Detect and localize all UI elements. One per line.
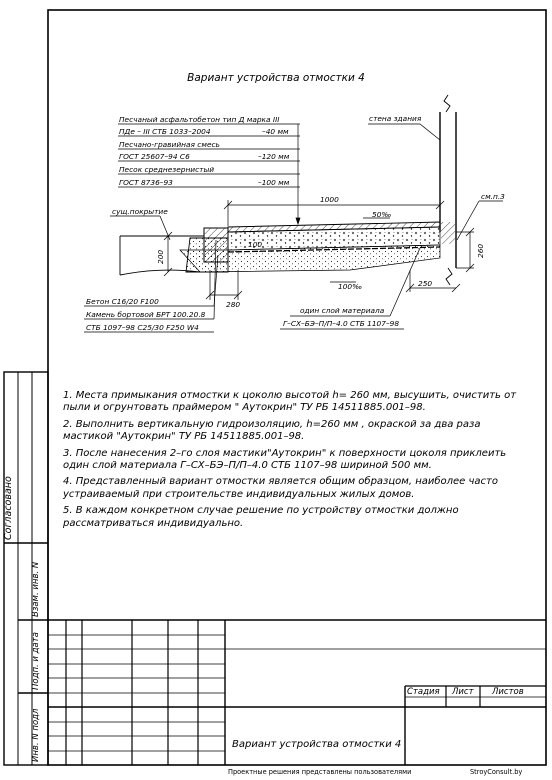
note-2: 2. Выполнить вертикальную гидроизоляцию, h=260 мм , окраской за два раза мастикой "Аутокрин" ТУ РБ 14511885.001–98.: [63, 418, 481, 443]
dim-250: 250: [418, 279, 433, 288]
slope-50-label: 50‰: [372, 210, 392, 219]
cover-label: сущ.покрытие: [112, 207, 168, 216]
layer-asphalt-label: Песчаный асфальтобетон тип Д марка III: [119, 115, 280, 124]
drawing-title: Вариант устройства отмостки 4: [187, 72, 365, 84]
dim-100: 100: [248, 240, 263, 249]
stamp-sign-date: Подп. и дата: [31, 632, 41, 690]
wall-label: стена здания: [369, 114, 422, 123]
dim-height: 260: [476, 243, 485, 258]
layer-sand-label: Песок среднезернистый: [119, 165, 215, 174]
curb-standard: СТБ 1097–98 С25/30 F250 W4: [86, 323, 199, 332]
slope-100-label: 100‰: [338, 282, 363, 291]
layer-gravel-standard: ГОСТ 25607–94 С6: [119, 152, 190, 161]
footer-note: Проектные решения представлены пользователями: [228, 768, 412, 776]
note-4: 4. Представленный вариант отмостки является общим образцом, наиболее часто устраиваемый при строительстве индивидуальных жилых домов.: [63, 476, 498, 500]
footer-site: StroyConsult.by: [470, 768, 523, 776]
membrane-standard: Г–СХ–БЭ–П/П–4.0 СТБ 1107–98: [283, 319, 400, 328]
layer-gravel-thickness: –120 мм: [258, 152, 290, 161]
building-wall: [440, 95, 456, 285]
dim-width: 1000: [320, 195, 339, 204]
concrete-label: Бетон С16/20 F100: [86, 297, 159, 306]
note-3: 3. После нанесения 2–го слоя мастики"Аутокрин" к поверхности цоколя приклеить один слой материала Г–СХ–БЭ–П/П–4.0 СТБ 1107–98 шириной 500 мм.: [63, 447, 507, 472]
stamp-inv-podl: Инв. N подл: [31, 708, 41, 762]
stamp-inv-vzam: Взам. инв. N: [31, 561, 41, 617]
note-1: 1. Места примыкания отмостки к цоколю высотой h= 260 мм, высушить, очистить от пыли и огрунтовать праймером " Аутокрин" ТУ РБ 14511885.001–98.: [63, 390, 517, 414]
layer-sand-standard: ГОСТ 8736–93: [119, 178, 173, 187]
sealant-label: см.п.3: [481, 192, 505, 201]
layer-asphalt-standard: ПДе – III СТБ 1033–2004: [119, 127, 211, 136]
layer-gravel-label: Песчано-гравийная смесь: [119, 140, 220, 149]
title-block-name: Вариант устройства отмостки 4: [232, 739, 402, 750]
membrane-label: один слой материала: [300, 306, 385, 315]
dim-280: 280: [226, 300, 241, 309]
dim-200: 200: [156, 249, 165, 264]
sheet-label: Лист: [452, 687, 474, 697]
layer-asphalt-thickness: –40 мм: [262, 127, 289, 136]
notes-block: [63, 390, 533, 534]
stamp-agreed: Согласовано: [3, 476, 14, 540]
sheets-label: Листов: [492, 687, 524, 697]
side-stamp-grid: [4, 372, 48, 765]
layer-sand-thickness: –100 мм: [258, 178, 290, 187]
note-5: 5. В каждом конкретном случае решение по устройству отмостки должно рассматриваться индивидуально.: [63, 505, 459, 529]
curb-label: Камень бортовой БРТ 100.20.8: [86, 310, 206, 319]
stage-label: Стадия: [407, 687, 440, 697]
